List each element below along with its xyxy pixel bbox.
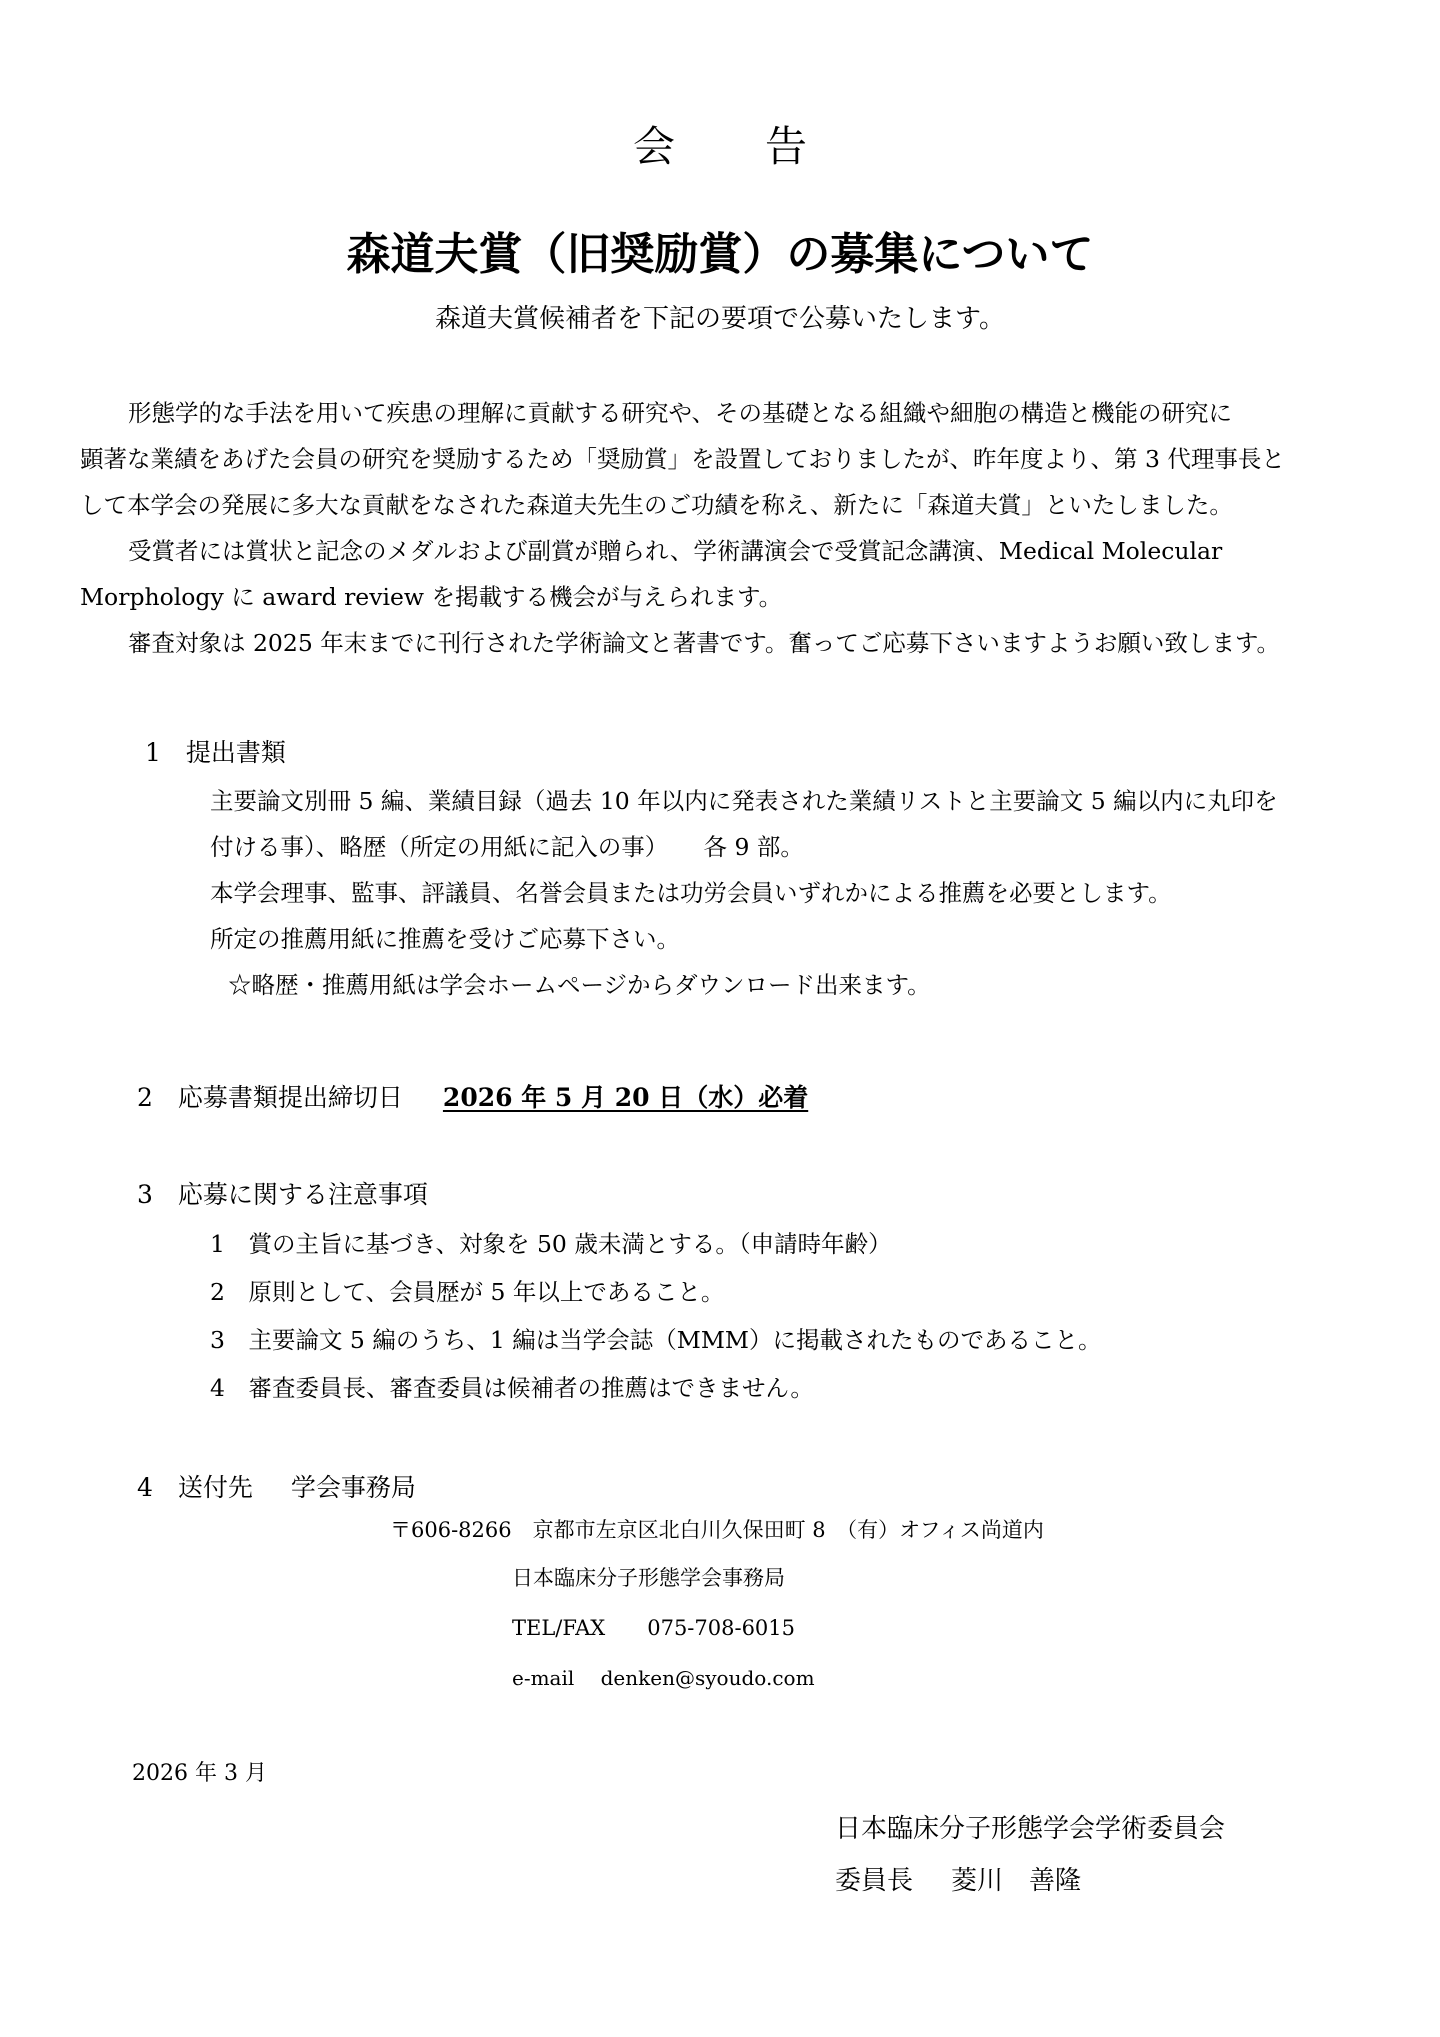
office-name: 日本臨床分子形態学会事務局: [512, 1566, 785, 1590]
page-title: 会告: [632, 122, 897, 171]
destination-name: 学会事務局: [290, 1473, 416, 1502]
committee-name: 日本臨床分子形態学会学術委員会: [835, 1814, 1226, 1844]
list-item: 1 賞の主旨に基づき、対象を 50 歳未満とする。（申請時年齢）: [210, 1230, 892, 1258]
download-note: ☆略歴・推薦用紙は学会ホームページからダウンロード出来ます。: [228, 971, 931, 999]
section-2-title: 2 応募書類提出締切日: [137, 1083, 403, 1112]
list-item: 4 審査委員長、審査委員は候補者の推薦はできません。: [210, 1374, 814, 1402]
section-4: [137, 1468, 416, 1504]
section-3-list: [210, 1220, 1101, 1412]
section-1-body: [210, 778, 1278, 1008]
section-1-line: 所定の推薦用紙に推薦を受けご応募下さい。: [210, 925, 680, 953]
announcement-subtitle: 森道夫賞（旧奨励賞）の募集について: [346, 229, 1094, 280]
chair-name: 菱川 善隆: [951, 1866, 1082, 1896]
list-item: 3 主要論文 5 編のうち、1 編は当学会誌（MMM）に掲載されたものであること。: [210, 1326, 1102, 1354]
intro-line: 受賞者には賞状と記念のメダルおよび副賞が贈られ、学術講演会で受賞記念講演、Medical Molecular: [128, 537, 1223, 565]
issue-date: 2026 年 3 月: [132, 1761, 267, 1786]
section-3-title: 3 応募に関する注意事項: [137, 1180, 428, 1209]
intro-line: 審査対象は 2025 年末までに刊行された学術論文と著書です。奮ってご応募下さいますようお願い致します。: [128, 629, 1280, 657]
intro-line: 顕著な業績をあげた会員の研究を奨励するため「奨励賞」を設置しておりましたが、昨年度より、第 3 代理事長と: [80, 445, 1285, 473]
postal-address: 〒606-8266 京都市左京区北白川久保田町 8 （有）オフィス尚道内: [390, 1518, 1044, 1542]
list-item: 2 原則として、会員歴が 5 年以上であること。: [210, 1278, 725, 1306]
intro-line: して本学会の発展に多大な貢献をなされた森道夫先生のご功績を称え、新たに「森道夫賞」といたしました。: [80, 491, 1233, 519]
section-4-title: 4 送付先: [137, 1473, 253, 1502]
tel-fax: TEL/FAX 075-708-6015: [512, 1616, 796, 1640]
chair-title: 委員長: [835, 1866, 914, 1896]
email-address: e-mail denken@syoudo.com: [512, 1666, 815, 1690]
intro-paragraph: [80, 390, 1354, 666]
lead-sentence: 森道夫賞候補者を下記の要項で公募いたします。: [435, 304, 1005, 334]
section-2: [137, 1078, 808, 1114]
intro-line: Morphology に award review を掲載する機会が与えられます。: [80, 583, 783, 611]
section-1-title: 1 提出書類: [145, 738, 286, 767]
section-1-line: 付ける事）、略歴（所定の用紙に記入の事） 各 9 部。: [210, 833, 804, 861]
section-1-line: 主要論文別冊 5 編、業績目録（過去 10 年以内に発表された業績リストと主要論文 5 編以内に丸印を: [210, 787, 1278, 815]
chair-signature: [835, 1860, 1081, 1897]
intro-line: 形態学的な手法を用いて疾患の理解に貢献する研究や、その基礎となる組織や細胞の構造と機能の研究に: [128, 399, 1233, 427]
section-1-line: 本学会理事、監事、評議員、名誉会員または功労会員いずれかによる推薦を必要とします。: [210, 879, 1172, 907]
deadline-date: 2026 年 5 月 20 日（水）必着: [442, 1083, 809, 1112]
